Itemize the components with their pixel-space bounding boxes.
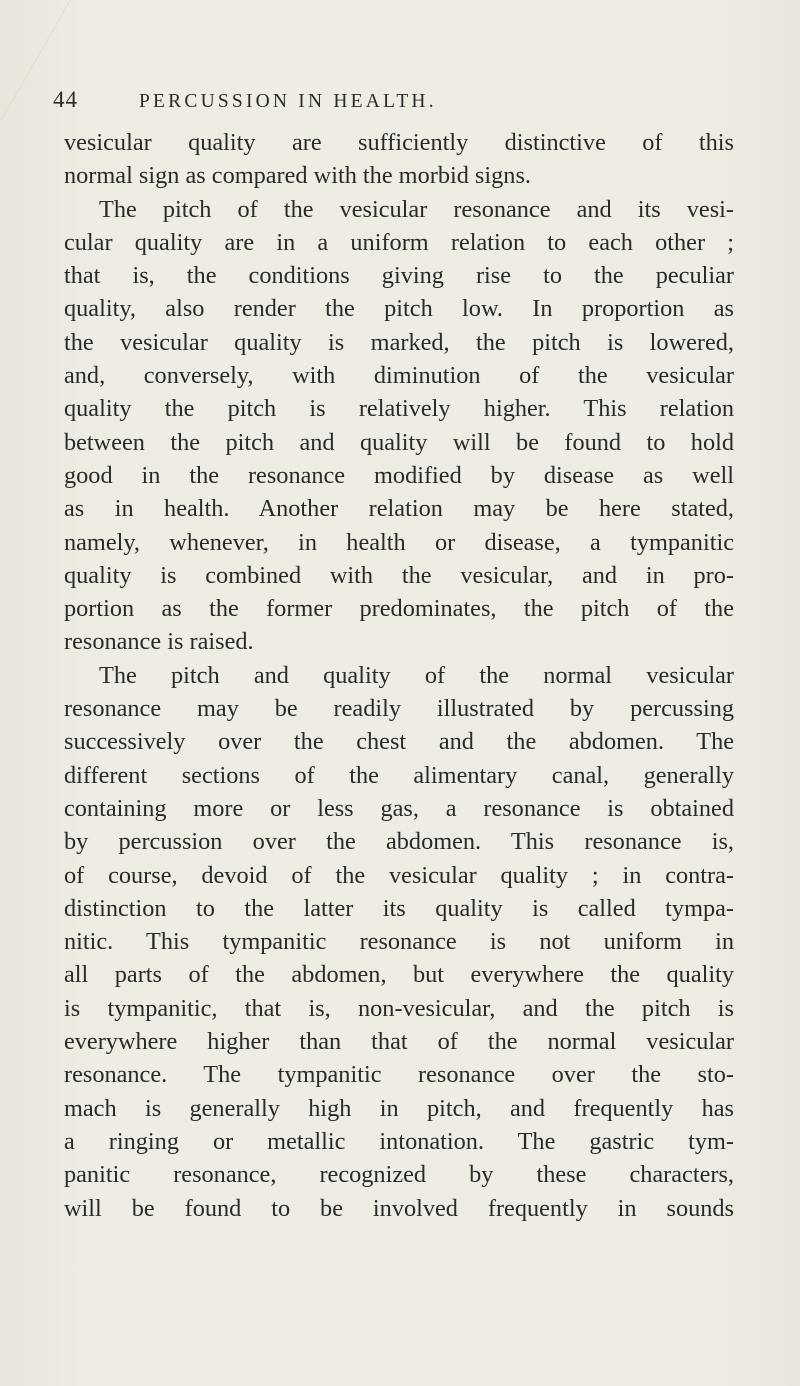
text-line: successively over the chest and the abdomen. The bbox=[64, 728, 734, 756]
text-line: between the pitch and quality will be found to hold bbox=[64, 428, 734, 456]
text-line: nitic. This tympanitic resonance is not uniform in bbox=[64, 928, 734, 956]
text-line: of course, devoid of the vesicular quality ; in contra- bbox=[64, 861, 734, 889]
text-line: The pitch of the vesicular resonance and its vesi- bbox=[99, 195, 734, 223]
text-line: quality the pitch is relatively higher. This relation bbox=[64, 395, 734, 423]
text-line: will be found to be involved frequently in sounds bbox=[64, 1194, 734, 1222]
text-line: cular quality are in a uniform relation to each other ; bbox=[64, 228, 734, 256]
text-line: normal sign as compared with the morbid signs. bbox=[64, 162, 531, 190]
text-line: all parts of the abdomen, but everywhere the quality bbox=[64, 961, 734, 989]
body-text bbox=[64, 126, 734, 1225]
text-line: portion as the former predominates, the pitch of the bbox=[64, 595, 734, 623]
text-line: quality is combined with the vesicular, and in pro- bbox=[64, 561, 734, 589]
running-head: PERCUSSION IN HEALTH. bbox=[139, 91, 437, 112]
text-line: good in the resonance modified by disease as well bbox=[64, 461, 734, 489]
text-line: as in health. Another relation may be here stated, bbox=[64, 495, 734, 523]
page-header bbox=[53, 87, 753, 117]
text-line: and, conversely, with diminution of the vesicular bbox=[64, 362, 734, 390]
text-line: quality, also render the pitch low. In proportion as bbox=[64, 295, 734, 323]
text-line: by percussion over the abdomen. This resonance is, bbox=[64, 828, 734, 856]
page-number: 44 bbox=[53, 87, 78, 112]
text-line: is tympanitic, that is, non-vesicular, and the pitch is bbox=[64, 994, 734, 1022]
text-line: resonance may be readily illustrated by percussing bbox=[64, 695, 734, 723]
text-line: a ringing or metallic intonation. The gastric tym- bbox=[64, 1127, 734, 1155]
text-line: everywhere higher than that of the normal vesicular bbox=[64, 1028, 734, 1056]
text-line: that is, the conditions giving rise to the peculiar bbox=[64, 262, 734, 290]
text-line: namely, whenever, in health or disease, a tympanitic bbox=[64, 528, 734, 556]
text-line: The pitch and quality of the normal vesicular bbox=[99, 661, 734, 689]
text-line: different sections of the alimentary canal, generally bbox=[64, 761, 734, 789]
text-line: resonance is raised. bbox=[64, 628, 254, 656]
text-line: containing more or less gas, a resonance is obtained bbox=[64, 794, 734, 822]
text-line: panitic resonance, recognized by these characters, bbox=[64, 1161, 734, 1189]
text-line: vesicular quality are sufficiently distinctive of this bbox=[64, 129, 734, 156]
text-line: resonance. The tympanitic resonance over the sto- bbox=[64, 1061, 734, 1089]
text-line: the vesicular quality is marked, the pitch is lowered, bbox=[64, 328, 734, 356]
text-line: distinction to the latter its quality is called tympa- bbox=[64, 894, 734, 922]
text-line: mach is generally high in pitch, and frequently has bbox=[64, 1094, 734, 1122]
